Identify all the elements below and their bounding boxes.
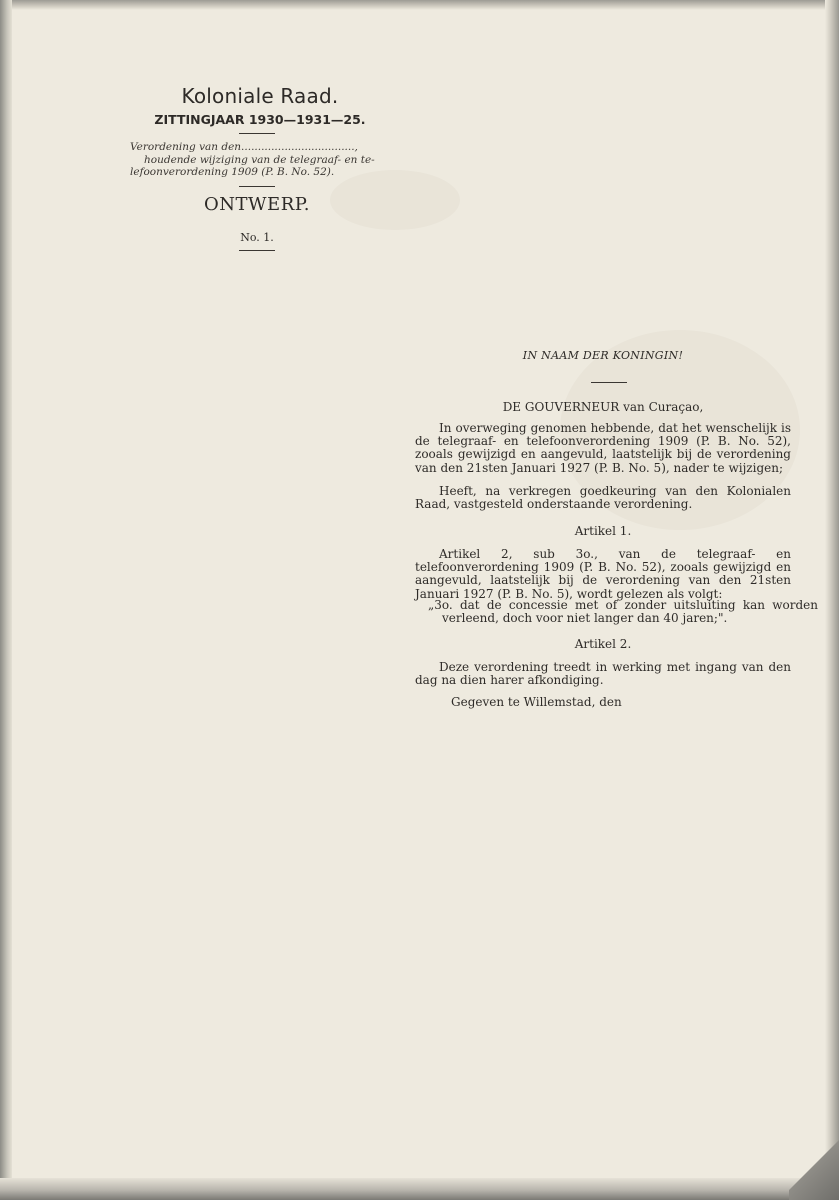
ordinance-intro-line: houdende wijziging van de telegraaf- en te- [144, 153, 375, 166]
scan-edge-bottom [0, 1178, 839, 1200]
divider [239, 250, 275, 251]
ordinance-intro-line: lefoonverordening 1909 (P. B. No. 52). [130, 166, 335, 178]
divider [239, 186, 275, 187]
scan-edge-top [0, 0, 839, 10]
article-2-text: Deze verordening treedt in werking met ingang van den dag na dien harer afkondiging. [415, 660, 791, 688]
ordinance-intro [130, 141, 390, 179]
scan-edge-right [825, 0, 839, 1200]
draft-label: ONTWERP. [204, 194, 310, 215]
session-year: ZITTINGJAAR 1930—1931—25. [154, 112, 366, 127]
divider [591, 382, 627, 383]
paper-stain [330, 170, 460, 230]
council-title: Koloniale Raad. [181, 84, 339, 108]
given-at-line: Gegeven te Willemstad, den [451, 695, 622, 709]
article-1-quote: „3o. dat de concessie met of zonder uitsluiting kan worden verleend, doch voor niet langer dan 40 jaren;". [428, 598, 818, 626]
draft-number: No. 1. [240, 231, 274, 244]
in-the-name-heading: IN NAAM DER KONINGIN! [522, 349, 684, 362]
article-1-text: Artikel 2, sub 3o., van de telegraaf- en telefoonverordening 1909 (P. B. No. 52), zooals gewijzigd en aangevuld, laatstelijk bij de verordening van den 21sten Januari 1927 (P. B. No. 5), wordt gelezen als volgt: [415, 547, 791, 601]
considering-paragraph: In overweging genomen hebbende, dat het wenschelijk is de telegraaf- en telefoonverordening 1909 (P. B. No. 52), zooals gewijzigd en aangevuld, laatstelijk bij de verordening van den 21sten Januari 1927 (P. B. No. 5), nader te wijzigen; [415, 421, 791, 475]
ordinance-intro-line: Verordening van den.................................., [130, 141, 358, 153]
article-1-heading: Artikel 1. [574, 524, 632, 538]
paper-corner [789, 1140, 839, 1200]
governor-line: DE GOUVERNEUR van Curaçao, [502, 400, 704, 414]
approval-paragraph: Heeft, na verkregen goedkeuring van den Kolonialen Raad, vastgesteld onderstaande verordening. [415, 484, 791, 512]
divider [239, 133, 275, 134]
article-2-heading: Artikel 2. [574, 637, 632, 651]
scan-edge-left [0, 0, 12, 1200]
